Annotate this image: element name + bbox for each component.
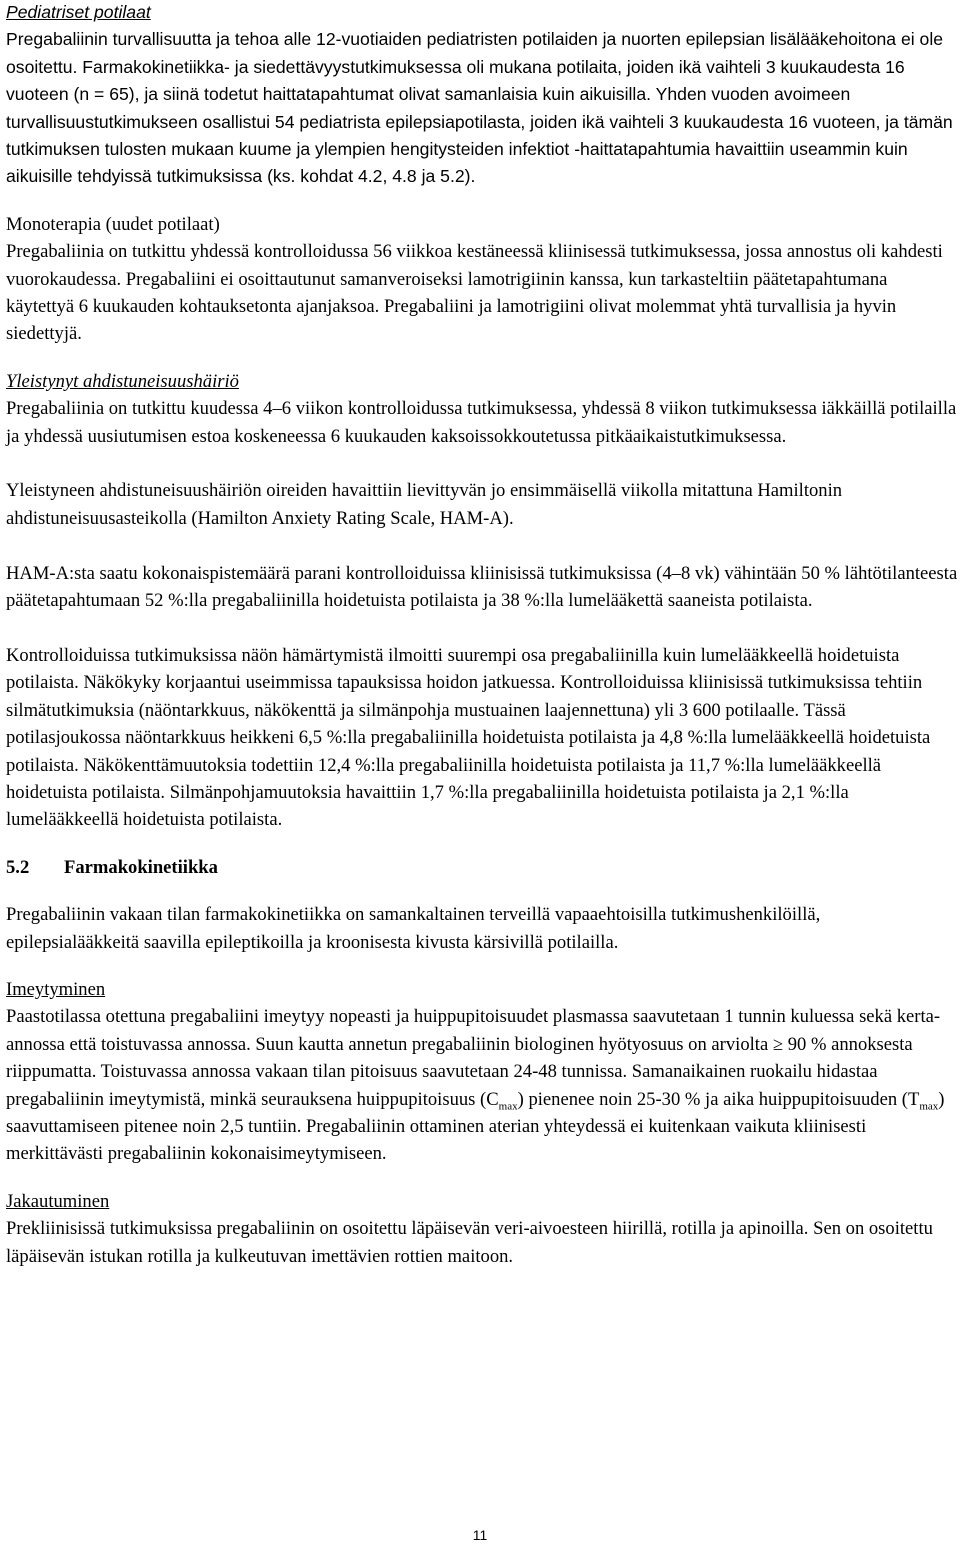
geq-symbol: ≥ [772,1033,784,1055]
gad-paragraph-2: Yleistyneen ahdistuneisuushäiriön oireiden havaittiin lievittyvän jo ensimmäisellä viikolla mitattuna Hamiltonin ahdistuneisuusasteikolla (Hamilton Anxiety Rating Scale, HAM-A). [6,480,843,529]
pediatric-text-part2: Yhden vuoden avoimeen turvallisuustutkimukseen osallistui 54 pediatrista epilepsiapotilasta, joiden ikä vaihteli 3 kuukaudesta 16 vuoteen, ja tämän tutkimuksen tulosten mukaan kuume ja ylempien hengitysteiden infektiot -haittatapahtumia havaittiin useammin kuin aikuisille tehdyissä tutkimuksissa (ks. kohdat 4.2, 4.8 ja 5.2). [6,84,953,187]
gad-paragraph-3: HAM-A:sta saatu kokonaispistemäärä parani kontrolloiduissa kliinisissä tutkimuksissa (4–8 vk) vähintään 50 % lähtötilanteesta päätetapahtumaan 52 %:lla pregabaliinilla hoidetuista potilaista ja 38 %:lla lumelääkettä saaneista potilaista. [6,562,958,612]
page-number: 11 [472,1527,488,1543]
section-heading-5-2 [6,854,958,881]
pk-intro-paragraph: Pregabaliinin vakaan tilan farmakokinetiikka on samankaltainen terveillä vapaaehtoisilla tutkimushenkilöillä, epilepsialääkkeitä saavilla epileptikoilla ja kroonisesta kivusta kärsivillä potilailla. [6,904,821,953]
pediatric-paragraph [6,26,958,190]
gad-heading: Yleistynyt ahdistuneisuushäiriö [6,370,239,392]
pediatric-text-part1: Pregabaliinin turvallisuutta ja tehoa alle 12-vuotiaiden pediatristen potilaiden ja nuorten epilepsian lisälääkehoitona ei ole osoitettu. Farmakokinetiikka- ja siedettävyystutkimuksessa oli mukana potilaita, joiden ikä vaihteli 3 kuukaudesta 16 vuoteen (n = 65), ja siinä todetut haittatapahtumat olivat samanlaisia kuin aikuisilla. [6,29,944,105]
document-page [6,0,958,1270]
gad-paragraph-4: Kontrolloiduissa tutkimuksissa näön hämärtymistä ilmoitti suurempi osa pregabaliinilla kuin lumelääkkeellä hoidetuista potilaista. Näkökyky korjaantui useimmissa tapauksissa hoidon jatkuessa. Kontrolloiduissa kliinisissä tutkimuksissa tehtiin silmätutkimuksia (näöntarkkuus, näkökenttä ja silmänpohja mustuainen laajennettuna) yli 3 600 potilaalle. Tässä potilasjoukossa näöntarkkuus heikkeni 6,5 %:lla pregabaliinilla hoidetuista potilaista ja 4,8 %:lla lumelääkkeellä hoidetuista potilaista. Näkökenttämuutoksia todettiin 12,4 %:lla pregabaliinilla hoidetuista potilaista ja 11,7 %:lla lumelääkkeellä hoidetuista potilaista. Silmänpohjamuutoksia havaittiin 1,7 %:lla pregabaliinilla hoidetuista potilaista ja 2,1 %:lla lumelääkkeellä hoidetuista potilaista. [6,644,931,831]
monotherapy-heading: Monoterapia (uudet potilaat) [6,213,220,235]
absorption-paragraph [6,1003,958,1167]
absorption-text-2: 90 % annoksesta riippumatta. Toistuvassa annossa vakaan tilan pitoisuus saavutetaan 24-48 tunnissa. Samanaikainen ruokailu hidastaa pregabaliinin imeytymistä, minkä seurauksena huippupitoisuus (C [6,1033,913,1110]
absorption-heading: Imeytyminen [6,978,106,1000]
absorption-text-3: ) pienenee noin 25-30 % ja aika huippupitoisuuden (T [517,1088,920,1110]
absorption-text-1: Paastotilassa otettuna pregabaliini imeytyy nopeasti ja huippupitoisuudet plasmassa saavutetaan 1 tunnin kuluessa sekä kerta-annossa että toistuvassa annossa. Suun kautta annetun pregabaliinin biologinen hyötyosuus on arviolta [6,1006,941,1055]
section-number: 5.2 [6,856,30,878]
gad-paragraph-1: Pregabaliinia on tutkittu kuudessa 4–6 viikon kontrolloidussa tutkimuksessa, yhdessä 8 viikon tutkimuksessa iäkkäillä potilailla ja yhdessä uusiutumisen estoa koskeneessa 6 kuukauden kaksoissokkoutetussa pitkäaikaistutkimuksessa. [6,398,957,447]
pediatric-heading: Pediatriset potilaat [6,2,151,22]
section-title: Farmakokinetiikka [64,856,218,878]
distribution-paragraph: Prekliinisissä tutkimuksissa pregabaliinin on osoitettu läpäisevän veri-aivoesteen hiirillä, rotilla ja apinoilla. Sen on osoitettu läpäisevän istukan rotilla ja kulkeutuvan imettävien rottien maitoon. [6,1218,933,1267]
tmax-subscript: max [919,1100,939,1113]
monotherapy-paragraph: Pregabaliinia on tutkittu yhdessä kontrolloidussa 56 viikkoa kestäneessä kliinisessä tutkimuksessa, jossa annostus oli kahdesti vuorokaudessa. Pregabaliini ei osoittautunut samanveroiseksi lamotrigiinin kanssa, kun tarkasteltiin päätetapahtumana käytettyä 6 kuukauden kohtauksetonta ajanjaksoa. Pregabaliini ja lamotrigiini olivat molemmat yhtä turvallisia ja hyvin siedettyjä. [6,241,943,345]
cmax-subscript: max [498,1100,518,1113]
absorption-text-4: ) saavuttamiseen pitenee noin 2,5 tuntiin. Pregabaliinin ottaminen aterian yhteydessä ei kuitenkaan vaikuta kliinisesti merkittävästi pregabaliinin kokonaisimeytymiseen. [6,1088,945,1165]
distribution-heading: Jakautuminen [6,1190,110,1212]
